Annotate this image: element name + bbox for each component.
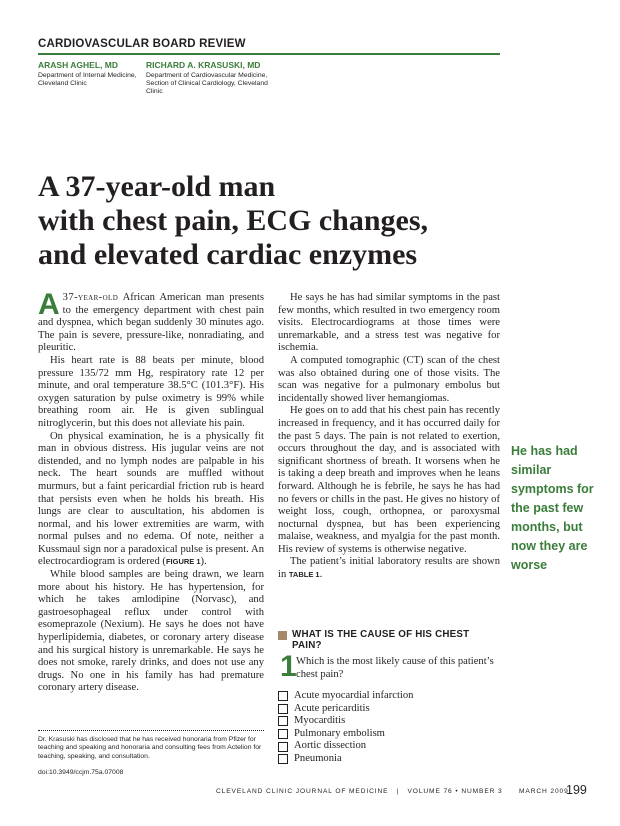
paragraph-exam (38, 431, 264, 570)
intro-text: African American man presents to the emergency department with chest pain and dyspnea, which began suddenly 30 minutes ago. The pain is severe, pressure-like, nonradiating, and pleuritic. (38, 292, 264, 354)
issue-number: NUMBER 3 (461, 788, 503, 795)
body-column-left (38, 288, 264, 695)
paragraph-prior-visits: He says he has had similar symptoms in the past few months, which resulted in two emergency room visits. Electrocardiograms at those times were unremarkable, and a stress test was negative for ischemia. (278, 292, 500, 354)
option-label: Acute pericarditis (294, 702, 370, 714)
paragraph-pain-course: He goes on to add that his chest pain has recently increased in frequency, and it has occurred daily for the past 5 days. The pain is not related to exertion, occurs throughout the day, and is associated with significant shortness of breath. It worsens when he is taking a deep breath and improves when he leans forward. Although he is febrile, he says he has had no fevers or chills in the past. He gives no history of weight loss, cough, orthopnea, or paroxysmal nocturnal dyspnea, but has been experiencing malaise, weakness, and myalgia for the past month. His review of systems is otherwise negative. (278, 405, 500, 555)
title-line-3: and elevated cardiac enzymes (38, 238, 418, 271)
disclosure-footnote: Dr. Krasuski has disclosed that he has received honoraria from Pfizer for teaching and speaking and honoraria and consulting fees from Actelion for teaching, speaking, and consultation. (38, 736, 262, 760)
page-number: 199 (566, 783, 587, 797)
doi: doi:10.3949/ccjm.75a.07008 (38, 769, 124, 776)
answer-option[interactable] (278, 740, 500, 753)
checkbox-icon[interactable] (278, 729, 288, 739)
paragraph-history: While blood samples are being drawn, we learn more about his history. He has hypertension, for which he takes amlodipine (Norvasc), and gastroesophageal reflux under control with esomeprazole (Nexium). He says he does not have hyperlipidemia, diabetes, or coronary artery disease and his surgical history is unremarkable. He says he does not smoke, rarely drinks, and does not use any drugs. No one in his family has had premature coronary artery disease. (38, 569, 264, 694)
checkbox-icon[interactable] (278, 691, 288, 701)
author-block-1 (38, 60, 140, 88)
author-block-2 (146, 60, 274, 96)
article-title (38, 170, 518, 272)
author-name: ARASH AGHEL, MD (38, 60, 118, 70)
footer-separator: | (391, 788, 405, 795)
bullet-separator: • (455, 788, 462, 795)
pull-quote: He has had similar symptoms for the past few months, but now they are worse (511, 444, 594, 572)
answer-options (278, 690, 500, 766)
title-line-2: with chest pain, ECG changes, (38, 204, 429, 237)
paragraph-labs (278, 556, 500, 581)
checkbox-icon[interactable] (278, 704, 288, 714)
author-affiliation: Department of Internal Medicine, Cleveland Clinic (38, 72, 137, 87)
option-label: Myocarditis (294, 715, 346, 727)
answer-option[interactable] (278, 753, 500, 766)
answer-option[interactable] (278, 728, 500, 741)
footnote-divider (38, 730, 264, 731)
paragraph-ct-scan: A computed tomographic (CT) scan of the chest was also obtained during one of those visits. The scan was negative for a pulmonary embolus but incidentally showed liver hemangiomas. (278, 354, 500, 404)
square-bullet-icon (278, 631, 287, 640)
body-column-right (278, 292, 500, 582)
option-label: Acute myocardial infarction (294, 690, 414, 701)
drop-cap: A (38, 288, 60, 321)
section-divider (38, 53, 500, 55)
issue-date: MARCH 2009 (519, 788, 569, 795)
option-label: Pneumonia (294, 752, 342, 764)
answer-option[interactable] (278, 715, 500, 728)
question-text: Which is the most likely cause of this patient’s chest pain? (296, 656, 494, 680)
author-affiliation: Department of Cardiovascular Medicine, Section of Clinical Cardiology, Cleveland Clinic (146, 72, 268, 95)
checkbox-icon[interactable] (278, 754, 288, 764)
answer-option[interactable] (278, 690, 500, 703)
page-footer (216, 788, 569, 795)
title-line-1: A 37-year-old man (38, 170, 276, 203)
exam-text: On physical examination, he is a physically fit man in obvious distress. His jugular veins are not distended, and no lymph nodes are palpable in his neck. The heart sounds are muffled without murmurs, but a faint pericardial friction rub is heard that persists even when he holds his breath. His lungs are clear to auscultation, his abdomen is normal, and his lower extremities are warm, with normal pulses and no edema. Of note, neither a Kussmaul sign nor a paradoxical pulse is present. An electrocardiogram is ordered ( (38, 430, 264, 568)
volume: VOLUME 76 (407, 788, 453, 795)
question-number: 1 (280, 650, 297, 683)
question-header (278, 629, 500, 651)
journal-name: CLEVELAND CLINIC JOURNAL OF MEDICINE (216, 788, 389, 795)
footer-gap (505, 788, 516, 795)
author-name: RICHARD A. KRASUSKI, MD (146, 60, 261, 70)
labs-text-end: . (319, 569, 323, 581)
exam-text-end: ). (200, 556, 207, 568)
table-reference: TABLE 1 (288, 570, 320, 580)
paragraph-intro (38, 288, 264, 355)
checkbox-icon[interactable] (278, 716, 288, 726)
section-label: CARDIOVASCULAR BOARD REVIEW (38, 38, 246, 50)
checkbox-icon[interactable] (278, 742, 288, 752)
figure-reference: FIGURE 1 (165, 557, 201, 567)
question-header-text: WHAT IS THE CAUSE OF HIS CHEST PAIN? (292, 629, 470, 651)
answer-option[interactable] (278, 703, 500, 716)
option-label: Pulmonary embolism (294, 727, 385, 739)
lead-in: 37-year-old (62, 292, 119, 303)
option-label: Aortic dissection (294, 740, 367, 752)
labs-text: The patient’s initial laboratory results are shown in (278, 556, 500, 581)
paragraph-vitals: His heart rate is 88 beats per minute, blood pressure 135/72 mm Hg, respiratory rate 12 per minute, and oral temperature 38.5°C (101.3°F). His oxygen saturation by pulse oximetry is 99% while breathing room air. He is given sublingual nitroglycerin, but this does not alleviate his pain. (38, 354, 264, 429)
